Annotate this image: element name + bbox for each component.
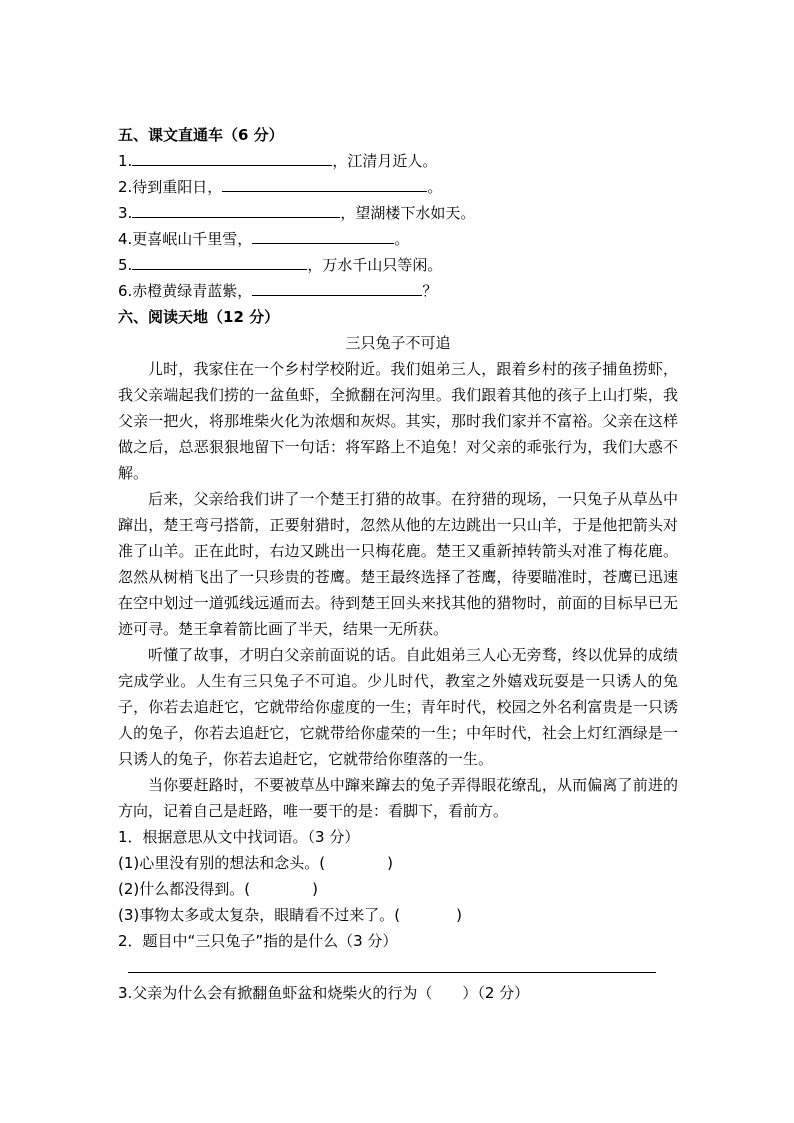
fill-item-4-suffix: 。 xyxy=(394,230,410,248)
question-1: 1．根据意思从文中找词语。（3 分） xyxy=(118,828,360,846)
passage-paragraph-2: 后来，父亲给我们讲了一个楚王打猎的故事。在狩猎的现场，一只兔子从草丛中蹿出，楚王弯弓搭箭，正要射猎时，忽然从他的左边跳出一只山羊，于是他把箭头对准了山羊。正在此时，右边又跳出一只梅花鹿。楚王又重新掉转箭头对准了梅花鹿。忽然从树梢飞出了一只珍贵的苍鹰。楚王最终选择了苍鹰，待要瞄准时，苍鹰已迅速在空中划过一道弧线远遁而去。待到楚王回头来找其他的猎物时，前面的目标早已无迹可寻。楚王拿着箭比画了半天，结果一无所获。 xyxy=(118,490,678,638)
question-3: 3.父亲为什么会有掀翻鱼虾盆和烧柴火的行为（ ）（2 分） xyxy=(118,984,530,1002)
question-1-sub-2-close: ) xyxy=(312,880,318,898)
answer-blank-6[interactable] xyxy=(252,278,422,296)
passage-paragraph-3: 听懂了故事，才明白父亲前面说的话。自此姐弟三人心无旁骛，终以优异的成绩完成学业。人生有三只兔子不可追。少儿时代，教室之外嬉戏玩耍是一只诱人的兔子，你若去追赶它，它就带给你虚度的一生；青年时代，校园之外名利富贵是一只诱人的兔子，你若去追赶它，它就带给你虚荣的一生；中年时代，社会上灯红酒绿是一只诱人的兔子，你若去追赶它，它就带给你堕落的一生。 xyxy=(118,646,678,768)
page-content xyxy=(118,122,678,954)
fill-item-1 xyxy=(118,148,678,174)
fill-item-3-suffix: ，望湖楼下水如天。 xyxy=(340,204,476,222)
answer-blank-3[interactable] xyxy=(132,200,340,218)
fill-item-3-prefix: 3. xyxy=(118,204,133,222)
fill-item-2-prefix: 2.待到重阳日， xyxy=(118,178,223,196)
fill-item-5-suffix: ，万水千山只等闲。 xyxy=(307,256,443,274)
fill-item-5-prefix: 5. xyxy=(118,256,133,274)
passage-paragraph-4: 当你要赶路时，不要被草丛中蹿来蹿去的兔子弄得眼花缭乱，从而偏离了前进的方向，记着自己是赶路，唯一要干的是：看脚下，看前方。 xyxy=(118,776,678,820)
answer-blank-1[interactable] xyxy=(132,148,332,166)
fill-item-4 xyxy=(118,226,678,252)
fill-item-2 xyxy=(118,174,678,200)
section-6-heading: 六、阅读天地（12 分） xyxy=(118,308,280,326)
fill-item-6-prefix: 6.赤橙黄绿青蓝紫， xyxy=(118,282,253,300)
question-1-sub-2 xyxy=(118,876,678,902)
answer-blank-2[interactable] xyxy=(222,174,427,192)
fill-item-1-prefix: 1. xyxy=(118,152,133,170)
passage-title: 三只兔子不可追 xyxy=(345,334,451,352)
fill-item-3 xyxy=(118,200,678,226)
fill-item-5 xyxy=(118,252,678,278)
answer-blank-4[interactable] xyxy=(252,226,394,244)
question-2: 2．题目中“三只兔子”指的是什么（3 分） xyxy=(118,932,398,950)
question-1-sub-3 xyxy=(118,902,678,928)
fill-item-4-prefix: 4.更喜岷山千里雪， xyxy=(118,230,253,248)
question-1-sub-3-label: (3)事物太多或太复杂，眼睛看不过来了。( xyxy=(118,906,401,924)
question-1-sub-3-close: ) xyxy=(456,906,462,924)
fill-item-6-suffix: ？ xyxy=(422,282,438,300)
question-1-sub-1-close: ) xyxy=(387,854,393,872)
question-1-sub-1-label: (1)心里没有别的想法和念头。( xyxy=(118,854,326,872)
passage-paragraph-1: 儿时，我家住在一个乡村学校附近。我们姐弟三人，跟着乡村的孩子捕鱼捞虾，我父亲端起我们捞的一盆鱼虾，全掀翻在河沟里。我们跟着其他的孩子上山打柴，我父亲一把火，将那堆柴火化为浓烟和灰烬。其实，那时我们家并不富裕。父亲在这样做之后，总恶狠狠地留下一句话：将军路上不追兔！对父亲的乖张行为，我们大惑不解。 xyxy=(118,360,678,482)
answer-blank-5[interactable] xyxy=(132,252,307,270)
answer-line-question-2[interactable] xyxy=(128,972,656,973)
question-1-sub-1 xyxy=(118,850,678,876)
section-5-heading: 五、课文直通车（6 分） xyxy=(118,126,284,144)
fill-item-2-suffix: 。 xyxy=(427,178,443,196)
question-1-sub-2-label: (2)什么都没得到。( xyxy=(118,880,251,898)
fill-item-6 xyxy=(118,278,678,304)
fill-item-1-suffix: ，江清月近人。 xyxy=(332,152,438,170)
